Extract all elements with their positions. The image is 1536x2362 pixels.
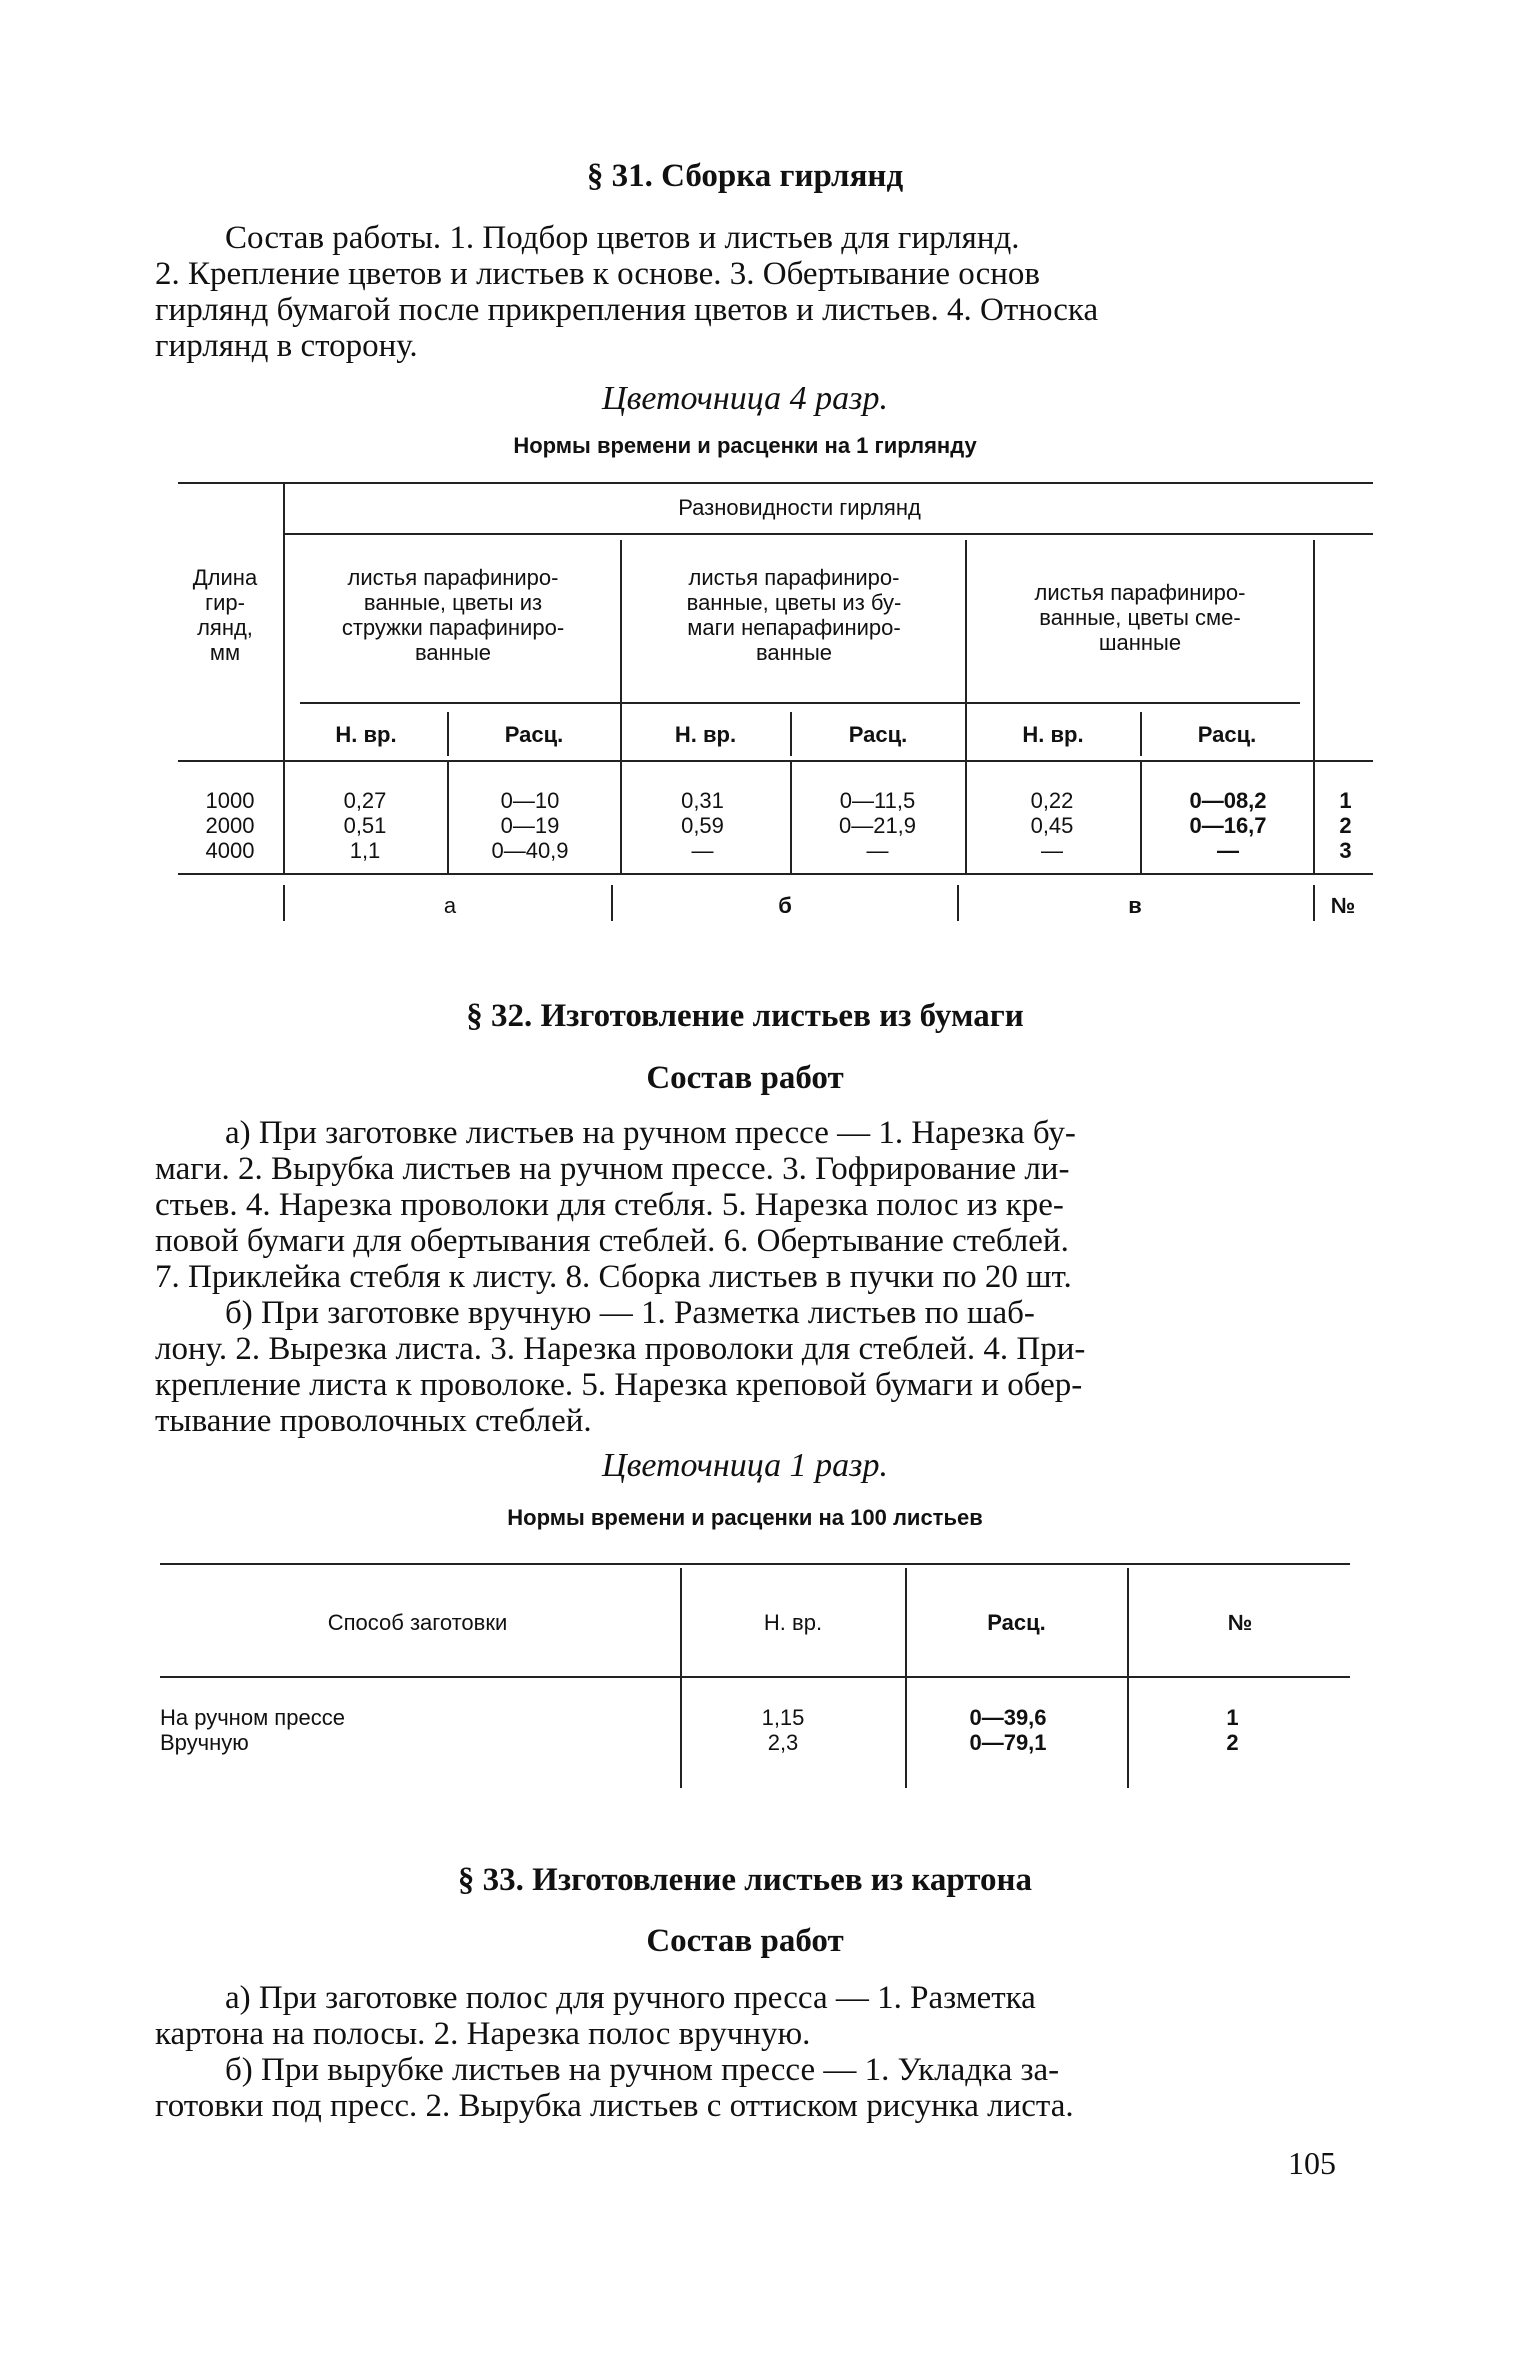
header-method: Способ заготовки bbox=[327, 1610, 508, 1635]
column-b-vr: 0,31 0,59 — bbox=[681, 788, 724, 863]
footer-num: № bbox=[1330, 893, 1356, 918]
column-num bbox=[1130, 1705, 1335, 1755]
text-line: гирлянд бумагой после прикрепления цветов и листьев. 4. Относка bbox=[155, 292, 1099, 328]
text-line: маги. 2. Вырубка листьев на ручном прессе. 3. Гофрирование ли- bbox=[155, 1151, 1070, 1187]
text-line: крепление листа к проволоке. 5. Нарезка креповой бумаги и обер- bbox=[155, 1367, 1083, 1403]
column-a-vr: 0,27 0,51 1,1 bbox=[343, 788, 387, 863]
footer-a: а bbox=[443, 893, 457, 918]
header-rasc: Расц. bbox=[1197, 722, 1257, 747]
column-a-rasc: 0—10 0—19 0—40,9 bbox=[491, 788, 569, 863]
table-cell: 1,15 bbox=[761, 1705, 805, 1730]
header-vr: Н. вр. bbox=[763, 1610, 823, 1635]
header-rasc: Расц. bbox=[504, 722, 564, 747]
section-33-subtitle: Состав работ bbox=[646, 1923, 844, 1959]
column-rasc bbox=[908, 1705, 1108, 1755]
section-31-text bbox=[155, 220, 1335, 364]
section-32-text bbox=[155, 1115, 1335, 1439]
section-32-title: § 32. Изготовление листьев из бумаги bbox=[466, 998, 1024, 1034]
table-cell: 1 bbox=[1226, 1705, 1239, 1730]
text-line: тывание проволочных стеблей. bbox=[155, 1403, 592, 1439]
page-number: 105 bbox=[1288, 2145, 1336, 2181]
section-33-title: § 33. Изготовление листьев из картона bbox=[457, 1862, 1033, 1898]
text-line: готовки под пресс. 2. Вырубка листьев с оттиском рисунка листа. bbox=[155, 2088, 1074, 2124]
worker-grade: Цветочница 4 разр. bbox=[602, 380, 888, 417]
table-cell: 2,3 bbox=[767, 1730, 799, 1755]
table-cell: На ручном прессе bbox=[160, 1705, 345, 1730]
header-vr: Н. вр. bbox=[335, 722, 397, 747]
text-line: лону. 2. Вырезка листа. 3. Нарезка проволоки для стеблей. 4. При- bbox=[155, 1331, 1086, 1367]
header-vr: Н. вр. bbox=[674, 722, 737, 747]
table-cell: Вручную bbox=[160, 1730, 249, 1755]
text-line: стьев. 4. Нарезка проволоки для стебля. 5. Нарезка полос из кре- bbox=[155, 1187, 1064, 1223]
text-line: б) При заготовке вручную — 1. Разметка листьев по шаб- bbox=[225, 1295, 1035, 1331]
header-variant-c: листья парафиниро- ванные, цветы сме- шанные bbox=[1034, 580, 1246, 655]
column-c-vr: 0,22 0,45 — bbox=[1030, 788, 1074, 863]
table-title: Нормы времени и расценки на 1 гирлянду bbox=[513, 433, 977, 458]
text-line: гирлянд в сторону. bbox=[155, 328, 418, 364]
text-line: Состав работы. 1. Подбор цветов и листьев для гирлянд. bbox=[225, 220, 1020, 256]
footer-c: в bbox=[1128, 893, 1142, 918]
text-line: а) При заготовке листьев на ручном прессе — 1. Нарезка бу- bbox=[225, 1115, 1076, 1151]
table-title: Нормы времени и расценки на 100 листьев bbox=[507, 1505, 983, 1530]
header-variant-b: листья парафиниро- ванные, цветы из бу- маги непарафиниро- ванные bbox=[686, 565, 902, 665]
text-line: б) При вырубке листьев на ручном прессе — 1. Укладка за- bbox=[225, 2052, 1060, 2088]
table-cell: 0—39,6 bbox=[969, 1705, 1047, 1730]
text-line: а) При заготовке полос для ручного пресса — 1. Разметка bbox=[225, 1980, 1036, 2016]
worker-grade: Цветочница 1 разр. bbox=[602, 1447, 888, 1484]
table-cell: 2 bbox=[1226, 1730, 1239, 1755]
header-length: Длина гир- лянд, мм bbox=[192, 565, 258, 665]
header-vr: Н. вр. bbox=[1022, 722, 1084, 747]
text-line: 7. Приклейка стебля к листу. 8. Сборка листьев в пучки по 20 шт. bbox=[155, 1259, 1072, 1295]
header-num: № bbox=[1227, 1610, 1253, 1635]
section-31-title: § 31. Сборка гирлянд bbox=[586, 158, 904, 194]
text-line: повой бумаги для обертывания стеблей. 6. Обертывание стеблей. bbox=[155, 1223, 1069, 1259]
header-rasc: Расц. bbox=[987, 1610, 1046, 1635]
table-cell: 0—79,1 bbox=[969, 1730, 1047, 1755]
footer-b: б bbox=[778, 893, 792, 918]
column-vr bbox=[683, 1705, 883, 1755]
section-33-text bbox=[155, 1980, 1335, 2124]
text-line: картона на полосы. 2. Нарезка полос вручную. bbox=[155, 2016, 811, 2052]
header-rasc: Расц. bbox=[848, 722, 908, 747]
section-32-subtitle: Состав работ bbox=[646, 1060, 844, 1096]
header-group: Разновидности гирлянд bbox=[678, 495, 921, 520]
column-c-rasc: 0—08,2 0—16,7 — bbox=[1189, 788, 1267, 863]
column-b-rasc: 0—11,5 0—21,9 — bbox=[838, 788, 917, 863]
text-line: 2. Крепление цветов и листьев к основе. 3. Обертывание основ bbox=[155, 256, 1040, 292]
column-lengths: 1000 2000 4000 bbox=[205, 788, 255, 863]
column-method bbox=[160, 1705, 660, 1755]
column-nums: 1 2 3 bbox=[1339, 788, 1352, 863]
header-variant-a: листья парафиниро- ванные, цветы из стружки парафиниро- ванные bbox=[341, 565, 565, 665]
